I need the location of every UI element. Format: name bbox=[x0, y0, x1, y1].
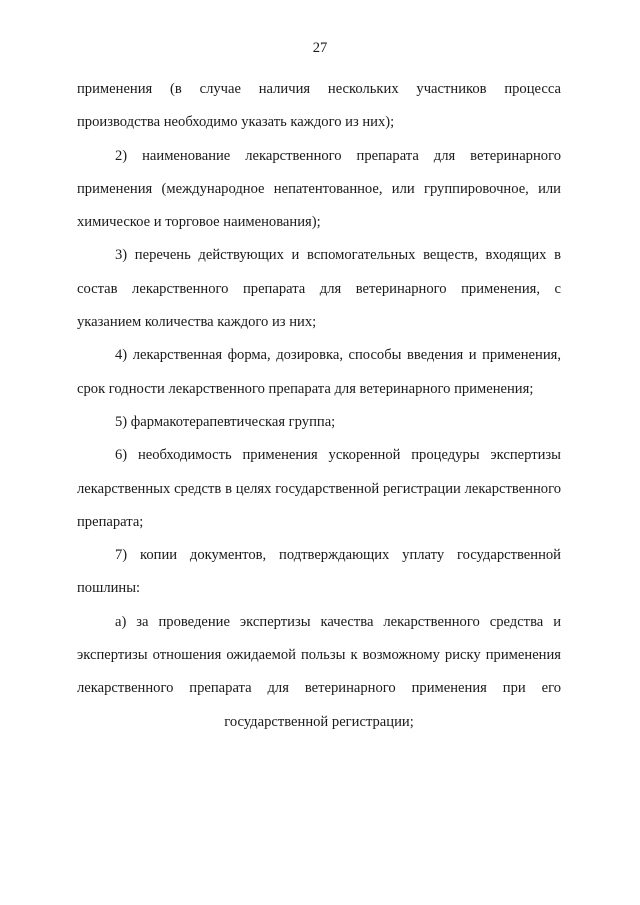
paragraph-item-2: 2) наименование лекарственного препарата для ветеринарного применения (международное непатентованное, или группировочное, или химическое и торговое наименования); bbox=[77, 147, 561, 231]
paragraph-item-6: 6) необходимость применения ускоренной процедуры экспертизы лекарственных средств в целях государственной регистрации лекарственного препарата; bbox=[77, 447, 561, 530]
paragraph-item-7a: а) за проведение экспертизы качества лекарственного средства и экспертизы отношения ожидаемой пользы к возможному риску применения лекарственного препарата для ветеринарного применения при его государственной регистрации; bbox=[77, 613, 561, 730]
document-body bbox=[77, 73, 561, 739]
paragraph-item-7: 7) копии документов, подтверждающих уплату государственной пошлины: bbox=[77, 547, 561, 597]
paragraph-continuation: применения (в случае наличия нескольких участников процесса производства необходимо указать каждого из них); bbox=[77, 81, 561, 131]
page-number: 27 bbox=[312, 40, 328, 56]
paragraph-item-4: 4) лекарственная форма, дозировка, способы введения и применения, срок годности лекарственного препарата для ветеринарного применения; bbox=[77, 347, 561, 397]
paragraph-item-5: 5) фармакотерапевтическая группа; bbox=[115, 413, 336, 430]
paragraph-item-3: 3) перечень действующих и вспомогательных веществ, входящих в состав лекарственного препарата для ветеринарного применения, с указанием количества каждого из них; bbox=[77, 247, 561, 331]
